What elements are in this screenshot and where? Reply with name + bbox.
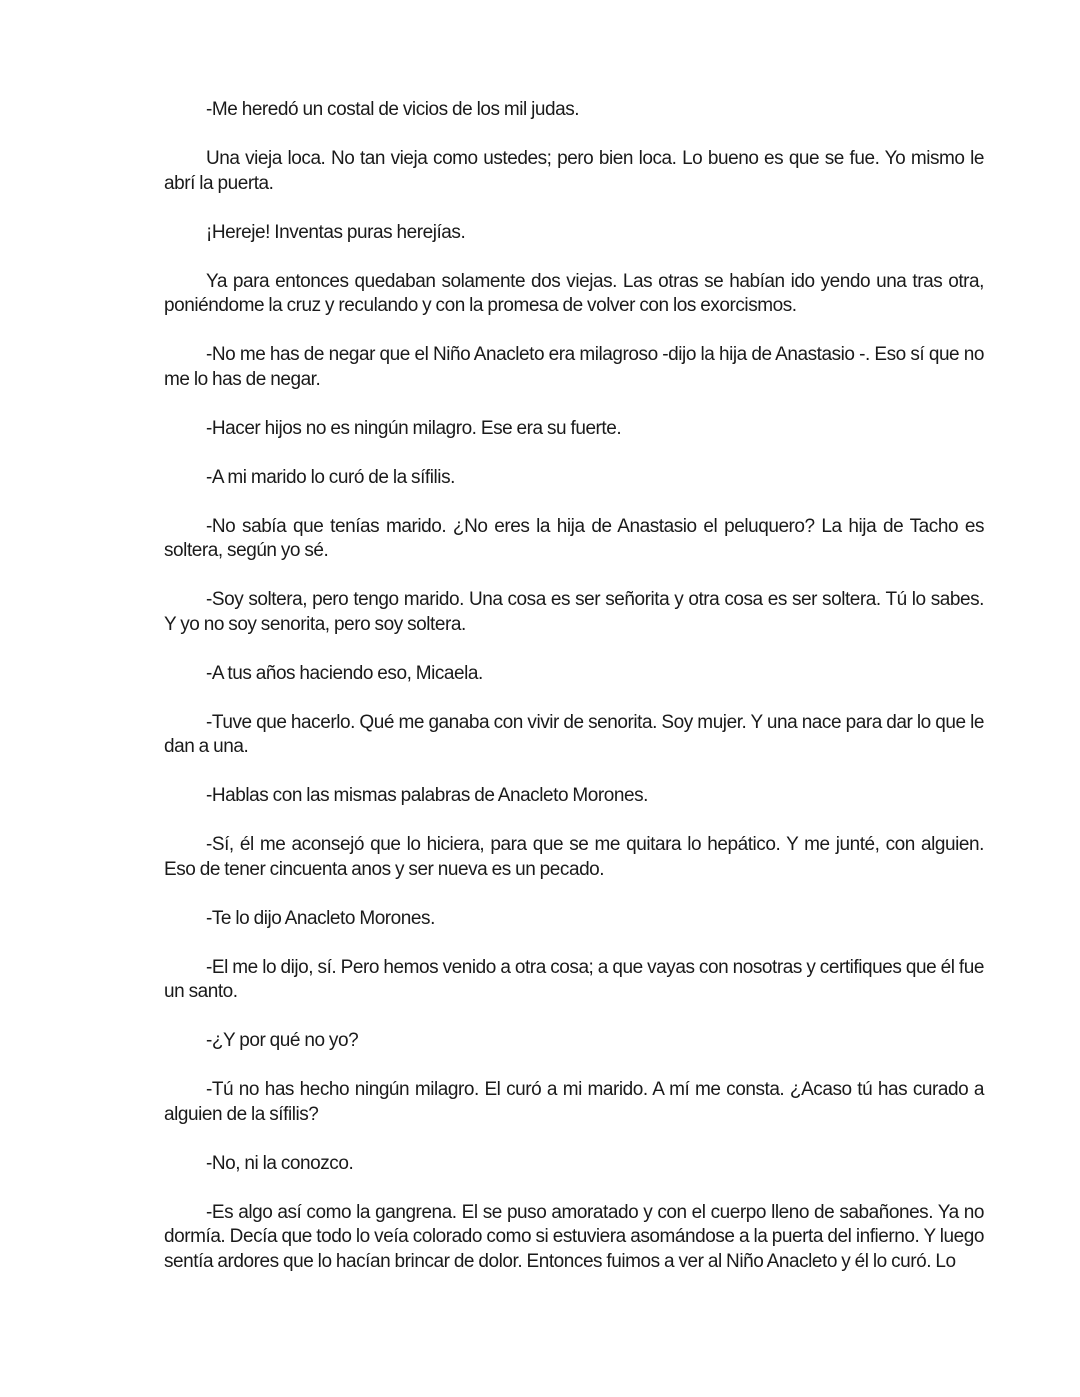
- paragraph: -Hablas con las mismas palabras de Anacleto Morones.: [206, 785, 648, 806]
- paragraph: -Es algo así como la gangrena. El se puso amoratado y con el cuerpo lleno de sabañones. Ya no dormía. Decía que todo lo veía colorado como si estuviera asomándose a la puerta del infierno. Y luego sentía ardores que lo hacían brincar de dolor. Entonces fuimos a ver al Niño Anacleto y él lo curó. Lo: [164, 1201, 984, 1272]
- paragraph: -A mi marido lo curó de la sífilis.: [206, 466, 455, 488]
- paragraph: ¡Hereje! Inventas puras herejías.: [206, 221, 466, 243]
- paragraph: -Me heredó un costal de vicios de los mil judas.: [206, 99, 580, 120]
- document-page: [164, 98, 984, 1274]
- paragraph: -Hacer hijos no es ningún milagro. Ese era su fuerte.: [206, 417, 622, 439]
- paragraph: -El me lo dijo, sí. Pero hemos venido a otra cosa; a que vayas con nosotras y certifiques que él fue un santo.: [164, 956, 984, 1002]
- paragraph: Ya para entonces quedaban solamente dos viejas. Las otras se habían ido yendo una tras otra, poniéndome la cruz y reculando y con la promesa de volver con los exorcismos.: [164, 270, 984, 316]
- paragraph: -No me has de negar que el Niño Anacleto era milagroso -dijo la hija de Anastasio -. Eso sí que no me lo has de negar.: [164, 344, 984, 390]
- paragraph: Una vieja loca. No tan vieja como ustedes; pero bien loca. Lo bueno es que se fue. Yo mismo le abrí la puerta.: [164, 148, 984, 194]
- paragraph: -Soy soltera, pero tengo marido. Una cosa es ser señorita y otra cosa es ser soltera. Tú lo sabes. Y yo no soy senorita, pero soy soltera.: [164, 589, 984, 635]
- paragraph: -Sí, él me aconsejó que lo hiciera, para que se me quitara lo hepático. Y me junté, con alguien. Eso de tener cincuenta anos y ser nueva es un pecado.: [164, 834, 984, 880]
- paragraph: -A tus años haciendo eso, Micaela.: [206, 662, 483, 684]
- paragraph: -Te lo dijo Anacleto Morones.: [206, 907, 435, 929]
- paragraph: -No sabía que tenías marido. ¿No eres la hija de Anastasio el peluquero? La hija de Tacho es soltera, según yo sé.: [164, 515, 984, 561]
- paragraph: -Tuve que hacerlo. Qué me ganaba con vivir de senorita. Soy mujer. Y una nace para dar lo que le dan a una.: [164, 711, 984, 757]
- paragraph: -Tú no has hecho ningún milagro. El curó a mi marido. A mí me consta. ¿Acaso tú has curado a alguien de la sífilis?: [164, 1079, 984, 1125]
- paragraph: -¿Y por qué no yo?: [206, 1030, 359, 1051]
- paragraph: -No, ni la conozco.: [206, 1152, 354, 1174]
